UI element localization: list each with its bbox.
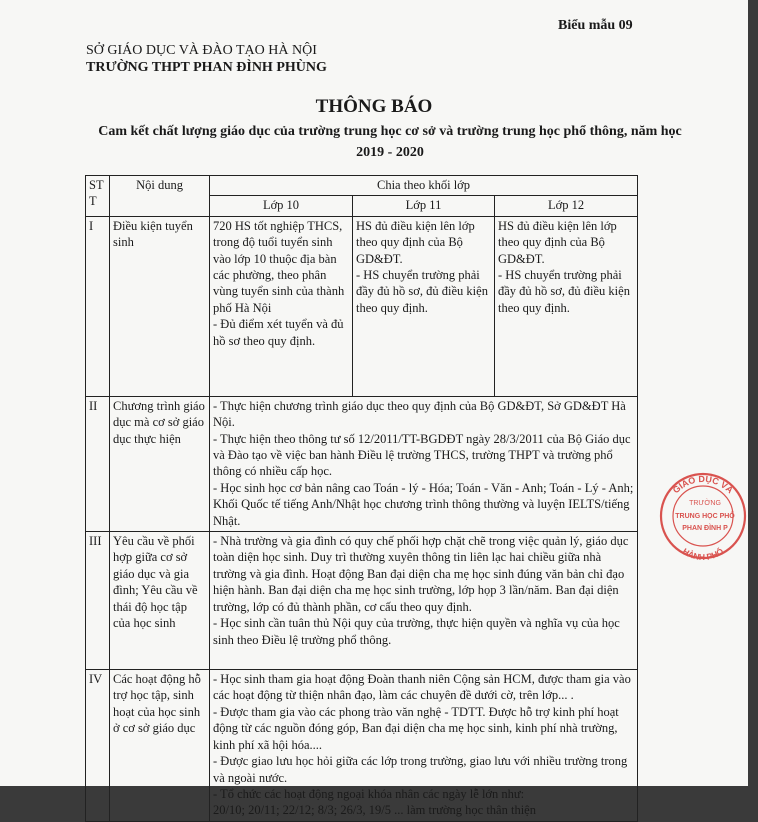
- stamp-middle-1: TRƯỜNG: [689, 500, 721, 507]
- form-number: Biểu mẫu 09: [558, 18, 633, 33]
- header-grade-11: Lớp 11: [353, 196, 495, 216]
- header-grade-10: Lớp 10: [210, 196, 353, 216]
- row-stt: IV: [86, 670, 110, 822]
- school-stamp: [655, 468, 747, 560]
- row-merged: - Nhà trường và gia đình có quy chế phối hợp chặt chẽ trong việc quản lý, giáo dục toàn diện học sinh. Duy trì thường xuyên thông tin liên lạc hai chiều giữa nhà trường và gia đình. Hoạt động Ban đại diện cha mẹ học sinh đúng văn bản chỉ đạo hiện hành. Ban đại diện cha mẹ học sinh trường, lớp họp 3 lần/năm. Ban đại diện trường, lớp có đủ thành phần, cơ cấu theo quy định. - Học sinh cần tuân thủ Nội quy của trường, thực hiện quyền và nghĩa vụ của học sinh theo Điều lệ trường phổ thông.: [210, 532, 638, 670]
- stamp-bottom-text: HÀNH PHỐ: [680, 546, 726, 560]
- row-merged: - Học sinh tham gia hoạt động Đoàn thanh niên Cộng sản HCM, được tham gia vào các hoạt động từ thiện nhân đạo, làm các chuyên đề dưới cờ, trên lớp... . - Được tham gia vào các phong trào văn nghệ - TDTT. Được hỗ trợ kinh phí hoạt động từ các nguồn đóng góp, Ban đại diện cha mẹ học sinh, kinh phí nhà trường, kinh phí xã hội hóa.... - Được giao lưu học hỏi giữa các lớp trong trường, giao lưu với nhiều trường trong và ngoài nước. - Tổ chức các hoạt động ngoại khóa nhân các ngày lễ lớn như: 20/10; 20/11; 22/12; 8/3; 26/3, 19/5 ... làm trường học thân thiện: [210, 670, 638, 822]
- row-merged: - Thực hiện chương trình giáo dục theo quy định của Bộ GD&ĐT, Sở GD&ĐT Hà Nội. - Thực hiện theo thông tư số 12/2011/TT-BGDĐT ngày 28/3/2011 của Bộ Giáo dục và Đào tạo về việc ban hành Điều lệ trường THCS, trường THPT và trường phổ thông có nhiều cấp học. - Học sinh học cơ bản nâng cao Toán - lý - Hóa; Toán - Văn - Anh; Toán - Lý - Anh; Khối Quốc tế tiếng Anh/Nhật học chương trình thông thường và luyện IELTS/tiếng Nhật.: [210, 396, 638, 531]
- document-title: THÔNG BÁO: [315, 96, 433, 117]
- row-grade-12: HS đủ điều kiện lên lớp theo quy định của Bộ GD&ĐT. - HS chuyển trường phải đầy đủ hồ sơ, đủ điều kiện theo quy định.: [495, 216, 638, 396]
- row-content: Chương trình giáo dục mà cơ sở giáo dục thực hiện: [110, 396, 210, 531]
- row-content: Yêu cầu về phối hợp giữa cơ sở giáo dục và gia đình; Yêu cầu về thái độ học tập của học sinh: [110, 532, 210, 670]
- department-name: SỞ GIÁO DỤC VÀ ĐÀO TẠO HÀ NỘI: [86, 43, 317, 58]
- header-content: Nội dung: [110, 176, 210, 217]
- stamp-top-text: GIÁO DỤC VÀ: [670, 473, 736, 496]
- row-stt: III: [86, 532, 110, 670]
- header-grade-group: Chia theo khối lớp: [210, 176, 638, 196]
- row-grade-11: HS đủ điều kiện lên lớp theo quy định của Bộ GD&ĐT. - HS chuyển trường phải đầy đủ hồ sơ, đủ điều kiện theo quy định.: [353, 216, 495, 396]
- stamp-middle-3: PHAN ĐÌNH P: [682, 525, 728, 532]
- row-content: Các hoạt động hỗ trợ học tập, sinh hoạt của học sinh ở cơ sở giáo dục: [110, 670, 210, 822]
- school-name: TRƯỜNG THPT PHAN ĐÌNH PHÙNG: [86, 60, 327, 75]
- svg-text:HÀNH PHỐ: [681, 545, 726, 560]
- stamp-middle-2: TRUNG HỌC PHỔ: [675, 513, 735, 520]
- svg-text:GIÁO DỤC VÀ: [671, 474, 736, 496]
- commitment-table: [85, 175, 638, 822]
- row-content: Điều kiện tuyển sinh: [110, 216, 210, 396]
- table-header-row: [86, 176, 638, 196]
- table-row: [86, 670, 638, 822]
- document-subtitle: Cam kết chất lượng giáo dục của trường trung học cơ sở và trường trung học phổ thông, năm học 2019 - 2020: [98, 124, 682, 160]
- header-stt: ST T: [86, 176, 110, 217]
- row-grade-10: 720 HS tốt nghiệp THCS, trong độ tuổi tuyển sinh vào lớp 10 thuộc địa bàn các phường, theo phân vùng tuyển sinh của thành phố Hà Nội - Đủ điểm xét tuyển và đủ hồ sơ theo quy định.: [210, 216, 353, 396]
- header-grade-12: Lớp 12: [495, 196, 638, 216]
- row-stt: I: [86, 216, 110, 396]
- table-row: [86, 216, 638, 396]
- row-stt: II: [86, 396, 110, 531]
- table-row: [86, 396, 638, 531]
- table-row: [86, 532, 638, 670]
